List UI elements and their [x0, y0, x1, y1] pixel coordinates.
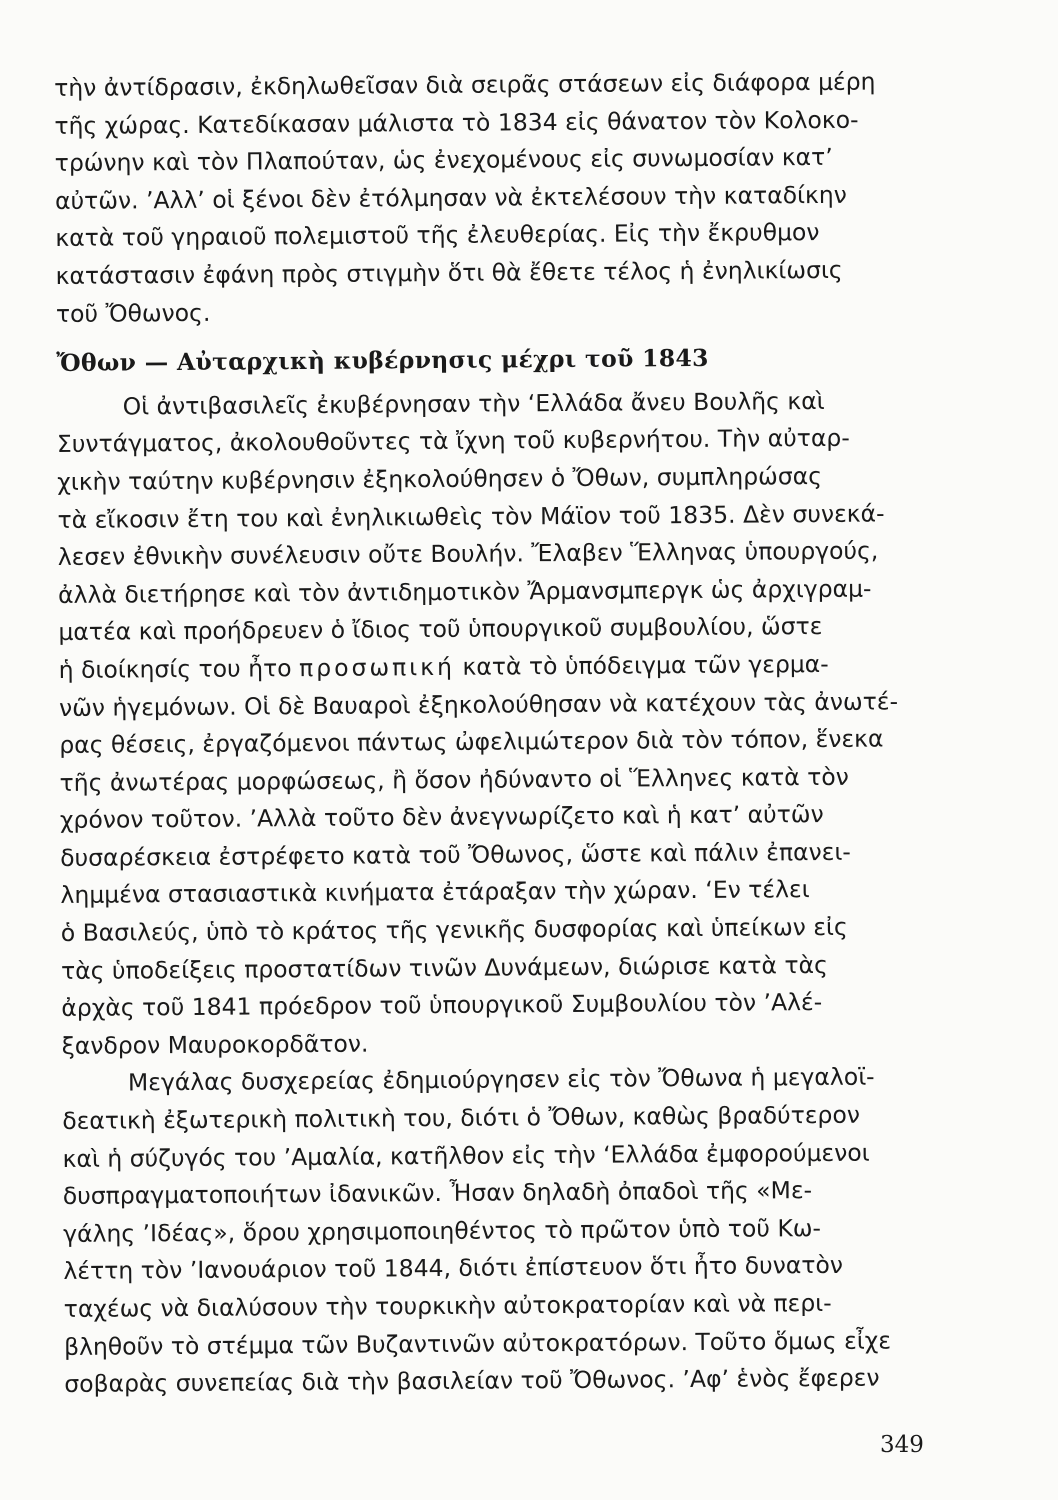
paragraph-intro — [54, 63, 944, 333]
text-line: λέττη τὸν ’Ιανουάριον τοῦ 1844, διότι ἐπίστευον ὅτι ἦτο δυνατὸν — [63, 1251, 844, 1286]
text-line: δυσαρέσκεια ἐστρέφετο κατὰ τοῦ Ὄθωνος, ὥστε καὶ πάλιν ἐπανει- — [60, 837, 851, 872]
text-line: ξανδρον Μαυροκορδᾶτον. — [61, 1029, 369, 1060]
text-line: τὰ εἴκοσιν ἔτη του καὶ ἐνηλικιωθεὶς τὸν Μάϊον τοῦ 1835. Δὲν συνεκά- — [57, 499, 885, 534]
text-line: καὶ ἡ σύζυγός του ’Αμαλία, κατῆλθον εἰς τὴν ‘Ελλάδα ἐμφορούμενοι — [62, 1138, 870, 1173]
text-line: ἀλλὰ διετήρησε καὶ τὸν ἀντιδημοτικὸν Ἄρμανσμπεργκ ὡς ἀρχιγραμ- — [58, 574, 872, 609]
spaced-emphasis-word: προσωπική — [298, 652, 456, 682]
paragraph-main — [57, 382, 950, 1066]
text-line: νῶν ἡγεμόνων. Οἱ δὲ Βαυαροὶ ἐξηκολούθησαν νὰ κατέχουν τὰς ἀνωτέ- — [58, 686, 899, 722]
text-line: σοβαρὰς συνεπείας διὰ τὴν βασιλείαν τοῦ Ὄθωνος. ’Αφ’ ἑνὸς ἔφερεν — [64, 1363, 880, 1399]
text-line: γάλης ’Ιδέας», ὅρου χρησιμοποιηθέντος τὸ πρῶτον ὑπὸ τοῦ Κω- — [63, 1213, 822, 1248]
text-line: λημμένα στασιαστικὰ κινήματα ἐτάραξαν τὴν χώραν. ‘Εν τέλει — [60, 875, 810, 910]
text-line: ταχέως νὰ διαλύσουν τὴν τουρκικὴν αὐτοκρατορίαν καὶ νὰ περι- — [63, 1288, 832, 1323]
text-line: τὴν ἀντίδρασιν, ἐκδηλωθεῖσαν διὰ σειρᾶς στάσεων εἰς διάφορα μέρη — [54, 67, 876, 102]
text-line: αὐτῶν. ’Αλλ’ οἱ ξένοι δὲν ἐτόλμησαν νὰ ἐκτελέσουν τὴν καταδίκην — [54, 180, 847, 215]
text-line: χρόνον τοῦτον. ’Αλλὰ τοῦτο δὲν ἀνεγνωρίζετο καὶ ἡ κατ’ αὐτῶν — [59, 800, 824, 835]
text-line: Μεγάλας δυσχερείας ἐδημιούργησεν εἰς τὸν Ὄθωνα ἡ μεγαλοϊ- — [127, 1063, 875, 1097]
text-line: ματέα καὶ προήδρευεν ὁ ἴδιος τοῦ ὑπουργικοῦ συμβουλίου, ὥστε — [58, 612, 823, 647]
text-line: δυσπραγματοποιήτων ἰδανικῶν. Ἦσαν δηλαδὴ ὀπαδοὶ τῆς «Με- — [62, 1176, 813, 1211]
text-line: ρας θέσεις, ἐργαζόμενοι πάντως ὠφελιμώτερον διὰ τὸν τόπον, ἕνεκα — [59, 724, 884, 760]
text-line: τῆς χώρας. Κατεδίκασαν μάλιστα τὸ 1834 εἰς θάνατον τὸν Κολοκο- — [54, 105, 859, 140]
text-line: Οἱ ἀντιβασιλεῖς ἐκυβέρνησαν τὴν ‘Ελλάδα ἄνευ Βουλῆς καὶ — [122, 386, 825, 421]
section-heading: Ὄθων — Αὐταρχικὴ κυβέρνησις μέχρι τοῦ 1843 — [56, 344, 709, 378]
paragraph-last — [62, 1058, 953, 1403]
text-line: τῆς ἀνωτέρας μορφώσεως, ἢ ὅσον ἠδύναντο οἱ Ἕλληνες κατὰ τὸν — [59, 762, 849, 797]
text-line: Συντάγματος, ἀκολουθοῦντες τὰ ἴχνη τοῦ κυβερνήτου. Τὴν αὐταρ- — [56, 424, 850, 459]
text-line: δεατικὴ ἐξωτερικὴ πολιτικὴ του, διότι ὁ Ὄθων, καθὼς βραδύτερον — [62, 1100, 861, 1135]
text-segment: κατὰ τὸ ὑπόδειγμα τῶν γερμα- — [462, 649, 829, 681]
text-line: κατάστασιν ἐφάνη πρὸς στιγμὴν ὅτι θὰ ἔθετε τέλος ἡ ἐνηλικίωσις — [55, 255, 843, 290]
page-number: 349 — [880, 1432, 924, 1458]
text-line: τρώνην καὶ τὸν Πλαπούταν, ὡς ἐνεχομένους εἰς συνωμοσίαν κατ’ — [54, 143, 833, 178]
text-line: τὰς ὑποδείξεις προστατίδων τινῶν Δυνάμεων, διώρισε κατὰ τὰς — [60, 950, 828, 985]
text-segment: ἡ διοίκησίς του ἦτο — [58, 654, 292, 684]
text-line: κατὰ τοῦ γηραιοῦ πολεμιστοῦ τῆς ἐλευθερίας. Εἰς τὴν ἔκρυθμον — [55, 218, 820, 253]
page-text — [54, 63, 952, 1404]
text-line: τοῦ Ὄθωνος. — [55, 298, 211, 328]
text-line: χικὴν ταύτην κυβέρνησιν ἐξηκολούθησεν ὁ Ὄθων, συμπληρώσας — [57, 461, 823, 496]
text-line: ὁ Βασιλεύς, ὑπὸ τὸ κράτος τῆς γενικῆς δυσφορίας καὶ ὑπείκων εἰς — [60, 912, 848, 948]
text-line: λεσεν ἐθνικὴν συνέλευσιν οὔτε Βουλήν. Ἔλαβεν Ἕλληνας ὑπουργούς, — [57, 536, 879, 572]
text-line: ἀρχὰς τοῦ 1841 πρόεδρον τοῦ ὑπουργικοῦ Συμβουλίου τὸν ’Αλέ- — [61, 988, 823, 1023]
text-line: βληθοῦν τὸ στέμμα τῶν Βυζαντινῶν αὐτοκρατόρων. Τοῦτο ὅμως εἶχε — [63, 1326, 892, 1361]
text-line-emphasis — [59, 645, 947, 690]
